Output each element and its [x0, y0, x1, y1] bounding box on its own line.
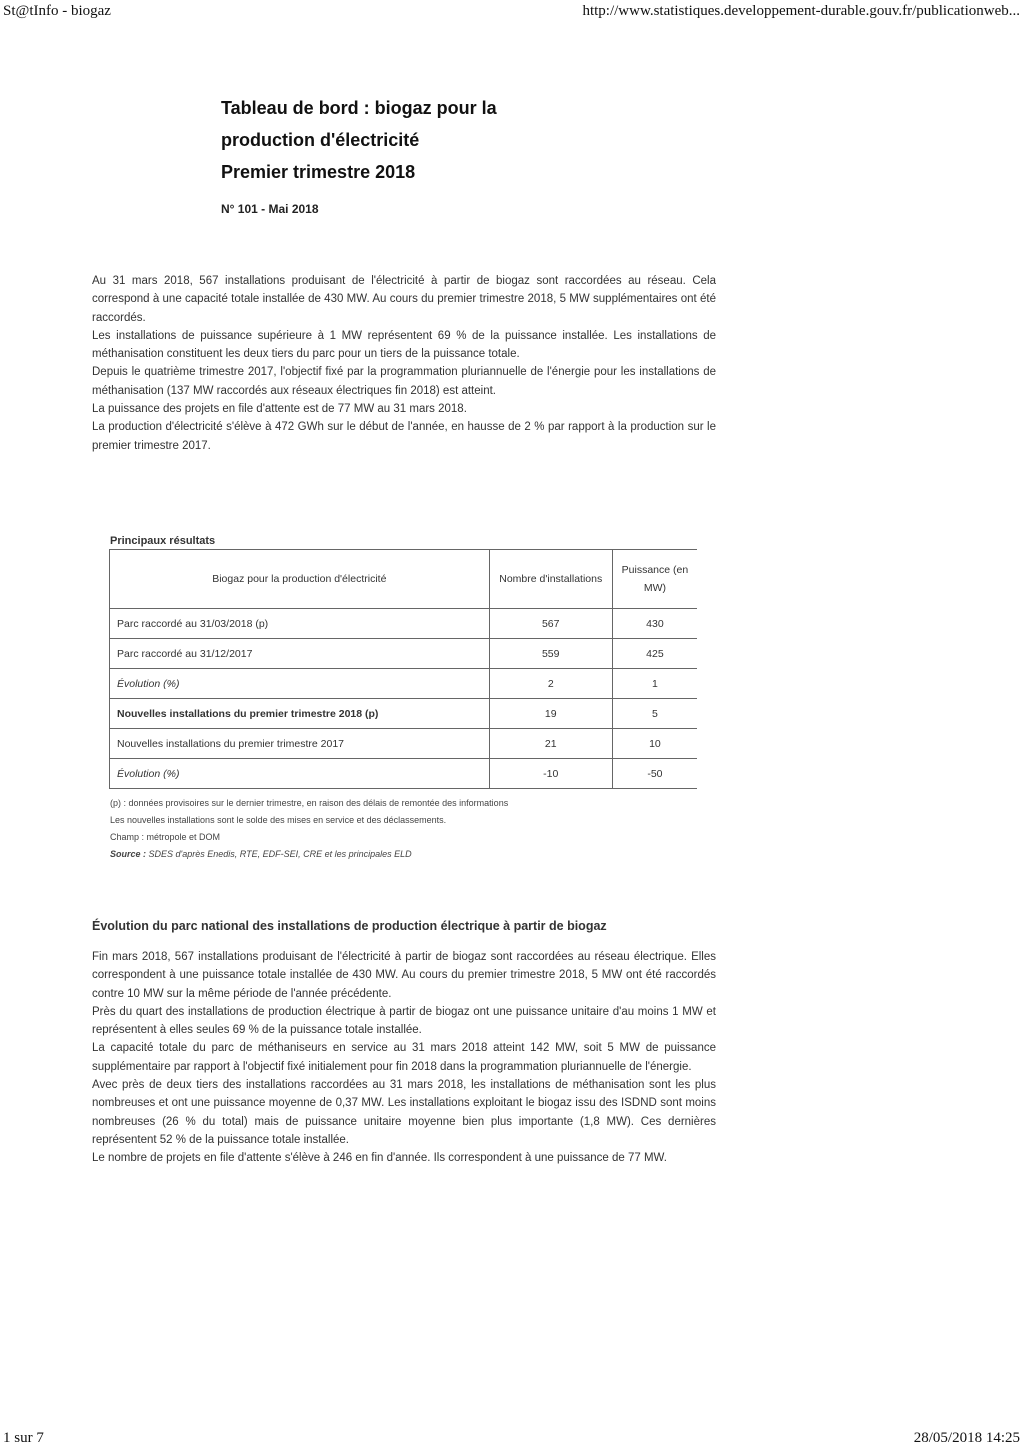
document-title: [221, 92, 641, 188]
row-count: 567: [489, 609, 612, 639]
table-row: [110, 729, 698, 759]
intro-paragraph: Depuis le quatrième trimestre 2017, l'objectif fixé par la programmation pluriannuelle de l'énergie pour les installations de méthanisation (137 MW raccordés aux réseaux électriques fin 2018) est atteint.: [92, 366, 716, 397]
table-note: Champ : métropole et DOM: [110, 832, 221, 842]
row-power: 425: [612, 639, 697, 669]
section-text: [92, 948, 716, 1168]
print-header-title: St@tInfo - biogaz: [3, 3, 111, 19]
print-footer: [0, 1430, 1024, 1450]
issue-number: N° 101 - Mai 2018: [221, 202, 319, 216]
row-power: 10: [612, 729, 697, 759]
section-paragraph: Le nombre de projets en file d'attente s'élève à 246 en fin d'année. Ils correspondent à une puissance de 77 MW.: [92, 1152, 667, 1165]
table-row: [110, 669, 698, 699]
row-count: 2: [489, 669, 612, 699]
header-count: Nombre d'installations: [489, 550, 612, 609]
source-label: Source :: [110, 849, 147, 859]
intro-paragraph: Au 31 mars 2018, 567 installations produisant de l'électricité à partir de biogaz sont raccordées au réseau. Cela correspond à une capacité totale installée de 430 MW. Au cours du premier trimestre 2018, 5 MW supplémentaires ont été raccordés.: [92, 275, 716, 324]
table-row: [110, 609, 698, 639]
print-header-url[interactable]: http://www.statistiques.developpement-durable.gouv.fr/publicationweb...: [582, 3, 1020, 19]
row-label: Parc raccordé au 31/03/2018 (p): [110, 609, 490, 639]
table-row: [110, 759, 698, 789]
row-label: Nouvelles installations du premier trimestre 2017: [110, 729, 490, 759]
table-row: [110, 699, 698, 729]
row-label: Nouvelles installations du premier trimestre 2018 (p): [110, 699, 490, 729]
row-power: 1: [612, 669, 697, 699]
results-table: [109, 549, 697, 789]
table-title: Principaux résultats: [110, 535, 216, 547]
row-count: 19: [489, 699, 612, 729]
row-power: -50: [612, 759, 697, 789]
row-power: 430: [612, 609, 697, 639]
table-header-row: [110, 550, 698, 609]
table-source: [110, 846, 690, 863]
header-label: Biogaz pour la production d'électricité: [110, 550, 490, 609]
print-timestamp: 28/05/2018 14:25: [913, 1430, 1020, 1446]
title-line: Premier trimestre 2018: [221, 162, 416, 182]
row-count: 559: [489, 639, 612, 669]
row-count: -10: [489, 759, 612, 789]
section-title: Évolution du parc national des installations de production électrique à partir de biogaz: [92, 919, 607, 933]
intro-paragraph: Les installations de puissance supérieure à 1 MW représentent 69 % de la puissance installée. Les installations de méthanisation constituent les deux tiers du parc pour un tiers de la puissance totale.: [92, 329, 716, 361]
table-note: (p) : données provisoires sur le dernier trimestre, en raison des délais de remontée des informations: [110, 798, 509, 808]
row-label: Parc raccordé au 31/12/2017: [110, 639, 490, 669]
intro-text: [92, 272, 716, 455]
source-text: SDES d'après Enedis, RTE, EDF-SEI, CRE et les principales ELD: [148, 849, 412, 859]
table-notes: [110, 795, 690, 863]
row-power: 5: [612, 699, 697, 729]
table-note: Les nouvelles installations sont le solde des mises en service et des déclassements.: [110, 815, 447, 825]
section-paragraph: Fin mars 2018, 567 installations produisant de l'électricité à partir de biogaz sont raccordées au réseau électrique. Elles correspondent à une puissance totale installée de 430 MW. Au cours du premier trimestre 2018, 5 MW ont été raccordés contre 10 MW sur la même période de l'année précédente.: [92, 951, 716, 1000]
intro-paragraph: La production d'électricité s'élève à 472 GWh sur le début de l'année, en hausse de 2 % par rapport à la production sur le premier trimestre 2017.: [92, 421, 716, 452]
print-header: [0, 3, 1024, 23]
section-paragraph: Près du quart des installations de production électrique à partir de biogaz ont une puissance unitaire d'au moins 1 MW et représentent à elles seules 69 % de la puissance totale installée.: [92, 1005, 716, 1037]
section-paragraph: La capacité totale du parc de méthaniseurs en service au 31 mars 2018 atteint 142 MW, soit 5 MW de puissance supplémentaire par rapport à l'objectif fixé initialement pour fin 2018 dans la programmation pluriannuelle de l'énergie.: [92, 1042, 716, 1073]
page-count: 1 sur 7: [3, 1430, 44, 1446]
section-paragraph: Avec près de deux tiers des installations raccordées au 31 mars 2018, les installations de méthanisation sont les plus nombreuses et ont une puissance moyenne de 0,37 MW. Les installations exploitant le biogaz issu des ISDND sont moins nombreuses (26 % du total) mais de puissance unitaire moyenne bien plus importante (1,8 MW). Ces dernières représentent 52 % de la puissance totale installée.: [92, 1079, 716, 1146]
row-label: Évolution (%): [110, 759, 490, 789]
table-row: [110, 639, 698, 669]
header-power: Puissance (en MW): [612, 550, 697, 609]
row-count: 21: [489, 729, 612, 759]
row-label: Évolution (%): [110, 669, 490, 699]
intro-paragraph: La puissance des projets en file d'attente est de 77 MW au 31 mars 2018.: [92, 403, 467, 416]
title-line: production d'électricité: [221, 130, 420, 150]
title-line: Tableau de bord : biogaz pour la: [221, 98, 497, 118]
